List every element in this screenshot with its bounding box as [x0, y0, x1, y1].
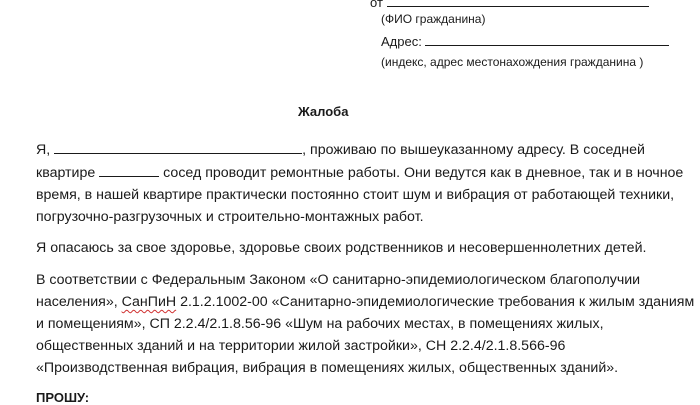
paragraph-3-line-5: «Производственная вибрация, вибрация в помещениях жилых, общественных зданий». [36, 360, 619, 376]
document-title: Жалоба [298, 104, 349, 119]
p1-line1-start: Я, [36, 142, 51, 158]
paragraph-3-line-1: В соответствии с Федеральным Законом «О санитарно-эпидемиологическом благополучии [36, 272, 641, 288]
from-prefix: от [370, 0, 383, 10]
paragraph-1-line-1 [36, 139, 645, 162]
paragraph-2: Я опасаюсь за свое здоровье, здоровье своих родственников и несовершеннолетних детей. [36, 240, 647, 256]
p3-line2-a: населения», [36, 294, 122, 310]
paragraph-3-line-4: общественных зданий и на территории жилой застройки», СН 2.2.4/2.1.8.566-96 [36, 338, 566, 354]
sanpin-word: СанПиН [121, 294, 177, 310]
p1-line2-end: . Они ведутся как в дневное, так и в ночное [396, 165, 684, 181]
fio-blank [387, 0, 649, 7]
apartment-blank [99, 164, 159, 177]
from-line [370, 0, 649, 10]
address-caption: (индекс, адрес местонахождения гражданина ) [381, 55, 644, 69]
paragraph-3-line-3: и помещениям», СП 2.2.4/2.1.8.56-96 «Шум на рабочих местах, в помещениях жилых, [36, 316, 604, 332]
name-blank [54, 141, 302, 154]
p1-line2-mid: сосед проводит ремонтные работы [163, 165, 397, 181]
paragraph-1-line-3: время, в нашей квартире практически постоянно стоит шум и вибрация от работающей техники, [36, 187, 675, 203]
address-blank [425, 33, 669, 46]
address-label: Адрес: [381, 34, 422, 49]
paragraph-3-line-2 [36, 291, 694, 314]
p1-line2-start: квартире [36, 165, 96, 181]
paragraph-1-line-4: погрузочно-разгрузочных и строительно-монтажных работ. [36, 209, 424, 225]
fio-caption: (ФИО гражданина) [381, 12, 486, 26]
p1-line1-end: , проживаю по вышеуказанному адресу. В соседней [302, 142, 645, 158]
p3-line2-b: 2.1.2.1002-00 «Санитарно-эпидемиологические требования к жилым зданиям [176, 294, 695, 310]
paragraph-1-line-2 [36, 162, 683, 185]
address-line [381, 33, 669, 49]
closing-heading: ПРОШУ: [36, 390, 90, 405]
